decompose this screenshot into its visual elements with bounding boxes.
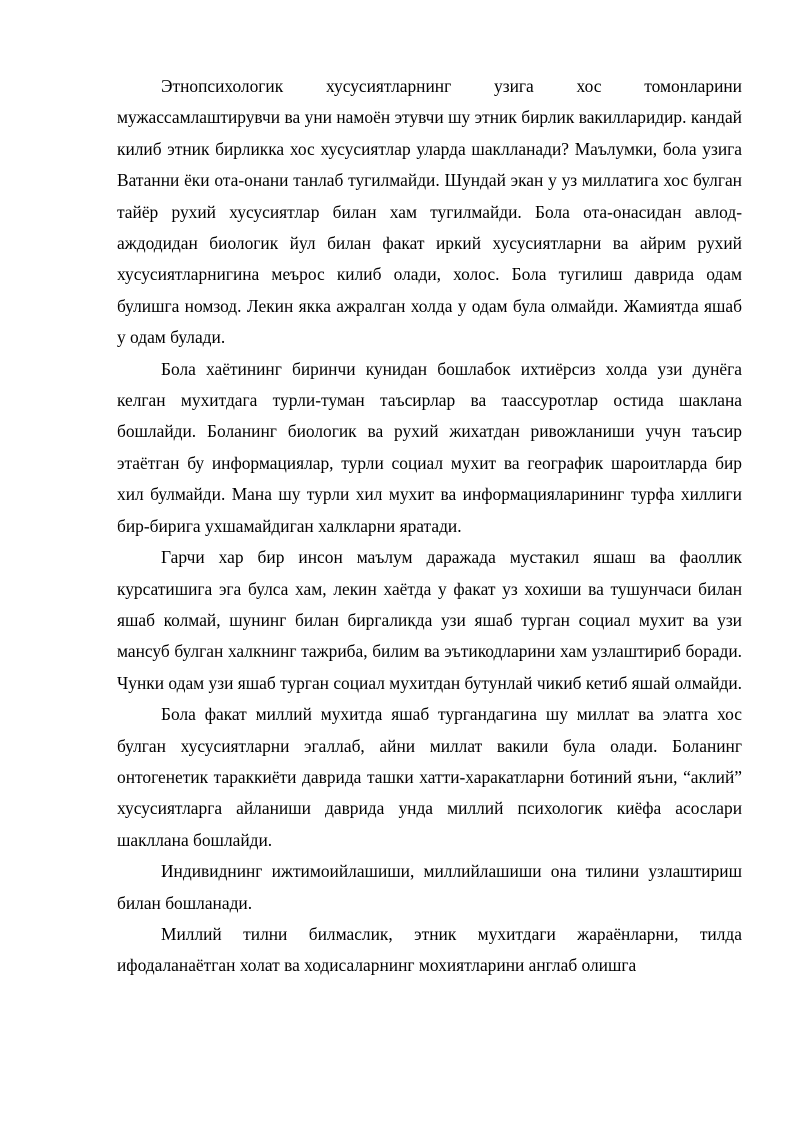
paragraph-3: Гарчи хар бир инсон маълум даражада мустакил яшаш ва фаоллик курсатишига эга булса хам, лекин хаётда у факат уз хохиши ва тушунчаси билан яшаб колмай, шунинг билан биргаликда узи яшаб турган социал мухит ва узи мансуб булган халкнинг тажриба, билим ва эътикодларини хам узлаштириб боради. Чунки одам узи яшаб турган социал мухитдан бутунлай чикиб кетиб яшай олмайди. (117, 547, 742, 693)
paragraph-4: Бола факат миллий мухитда яшаб тургандагина шу миллат ва элатга хос булган хусусиятларни эгаллаб, айни миллат вакили була олади. Боланинг онтогенетик тараккиёти даврида ташки хатти-харакатларни ботиний яъни, “аклий” хусусиятларга айланиши даврида унда миллий психологик киёфа асослари шакллана бошлайди. (117, 704, 742, 850)
paragraph-5: Индивиднинг ижтимоийлашиши, миллийлашиши она тилини узлаштириш билан бошланади. (117, 861, 742, 913)
paragraph-2: Бола хаётининг биринчи кунидан бошлабок ихтиёрсиз холда узи дунёга келган мухитдага турли-туман таъсирлар ва таассуротлар остида шаклана бошлайди. Боланинг биологик ва рухий жихатдан ривожланиши учун таъсир этаётган бу информациялар, турли социал мухит ва географик шароитларда бир хил булмайди. Мана шу турли хил мухит ва информацияларининг турфа хиллиги бир-бирига ухшамайдиган халкларни яратади. (117, 358, 742, 536)
paragraph-6: Миллий тилни билмаслик, этник мухитдаги жараёнларни, тилда ифодаланаётган холат ва ходисаларнинг мохиятларини англаб олишга (117, 923, 742, 976)
document-body (117, 71, 742, 982)
paragraph-1: Этнопсихологик хусусиятларнинг узига хос томонларини мужассамлаштирувчи ва уни намоён этувчи шу этник бирлик вакилларидир. кандай килиб этник бирликка хос хусусиятлар уларда шаклланади? Маълумки, бола узига Ватанни ёки ота-онани танлаб тугилмайди. Шундай экан у уз миллатига хос булган тайёр рухий хусусиятлар билан хам тугилмайди. Бола ота-онасидан авлод-аждодидан биологик йул билан факат иркий хусусиятларни ва айрим рухий хусусиятларнигина меърос килиб олади, холос. Бола тугилиш даврида одам булишга номзод. Лекин якка ажралган холда у одам була олмайди. Жамиятда яшаб у одам булади. (117, 76, 742, 348)
